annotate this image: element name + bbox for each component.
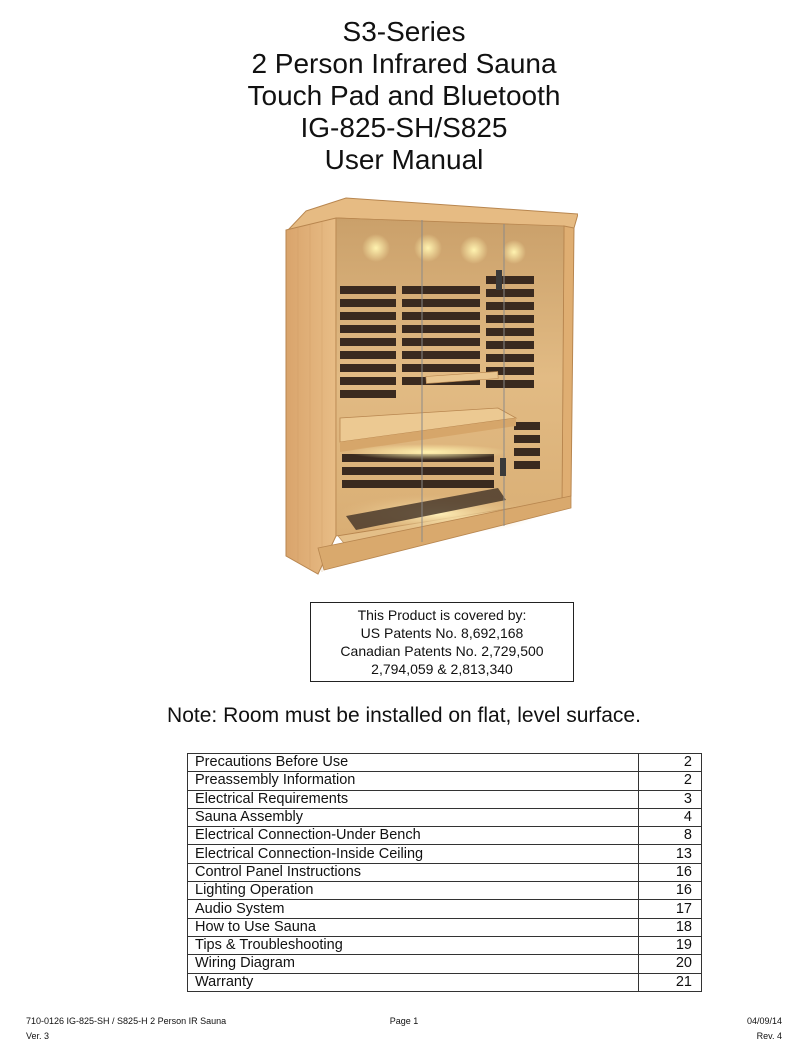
toc-title: Wiring Diagram	[188, 955, 639, 973]
footer-row-2	[26, 1030, 782, 1042]
patent-notice-box	[310, 602, 574, 682]
footer-page-number: Page 1	[389, 1016, 419, 1026]
table-of-contents	[187, 753, 702, 992]
toc-title: How to Use Sauna	[188, 918, 639, 936]
title-line-features: Touch Pad and Bluetooth	[247, 80, 561, 111]
toc-page: 19	[639, 936, 702, 954]
toc-row	[188, 918, 702, 936]
toc-page: 2	[639, 754, 702, 772]
title-line-model: IG-825-SH/S825	[300, 112, 508, 143]
toc-page: 21	[639, 973, 702, 991]
toc-row	[188, 790, 702, 808]
toc-title: Tips & Troubleshooting	[188, 936, 639, 954]
toc-page: 16	[639, 882, 702, 900]
title-line-series: S3-Series	[342, 16, 466, 47]
patent-us: US Patents No. 8,692,168	[360, 625, 524, 641]
toc-page: 13	[639, 845, 702, 863]
patent-canadian: Canadian Patents No. 2,729,500	[340, 643, 544, 659]
toc-title: Electrical Connection-Under Bench	[188, 827, 639, 845]
toc-title: Audio System	[188, 900, 639, 918]
toc-row	[188, 845, 702, 863]
toc-page: 16	[639, 863, 702, 881]
toc-row	[188, 955, 702, 973]
toc-page: 3	[639, 790, 702, 808]
toc-row	[188, 827, 702, 845]
toc-row	[188, 754, 702, 772]
toc-page: 20	[639, 955, 702, 973]
toc-row	[188, 973, 702, 991]
title-line-doc-type: User Manual	[324, 144, 484, 175]
toc-title: Electrical Connection-Inside Ceiling	[188, 845, 639, 863]
sauna-product-image	[278, 196, 578, 578]
footer-version: Ver. 3	[26, 1031, 50, 1041]
toc-row	[188, 808, 702, 826]
footer-revision: Rev. 4	[756, 1031, 782, 1041]
toc-row	[188, 900, 702, 918]
toc-title: Preassembly Information	[188, 772, 639, 790]
patent-canadian-more: 2,794,059 & 2,813,340	[371, 661, 513, 677]
installation-note: Note: Room must be installed on flat, level surface.	[167, 704, 641, 727]
footer-row-1	[26, 1015, 782, 1027]
toc-page: 4	[639, 808, 702, 826]
toc-row	[188, 863, 702, 881]
toc-title: Lighting Operation	[188, 882, 639, 900]
toc-row	[188, 772, 702, 790]
footer-date: 04/09/14	[746, 1016, 782, 1026]
toc-title: Warranty	[188, 973, 639, 991]
patent-heading: This Product is covered by:	[357, 607, 527, 623]
toc-title: Sauna Assembly	[188, 808, 639, 826]
title-line-product: 2 Person Infrared Sauna	[251, 48, 557, 79]
toc-page: 18	[639, 918, 702, 936]
footer-doc-id: 710-0126 IG-825-SH / S825-H 2 Person IR Sauna	[26, 1016, 227, 1026]
toc-title: Electrical Requirements	[188, 790, 639, 808]
toc-page: 2	[639, 772, 702, 790]
manual-title	[0, 16, 808, 176]
toc-page: 17	[639, 900, 702, 918]
toc-row	[188, 882, 702, 900]
toc-title: Control Panel Instructions	[188, 863, 639, 881]
toc-row	[188, 936, 702, 954]
toc-page: 8	[639, 827, 702, 845]
toc-title: Precautions Before Use	[188, 754, 639, 772]
